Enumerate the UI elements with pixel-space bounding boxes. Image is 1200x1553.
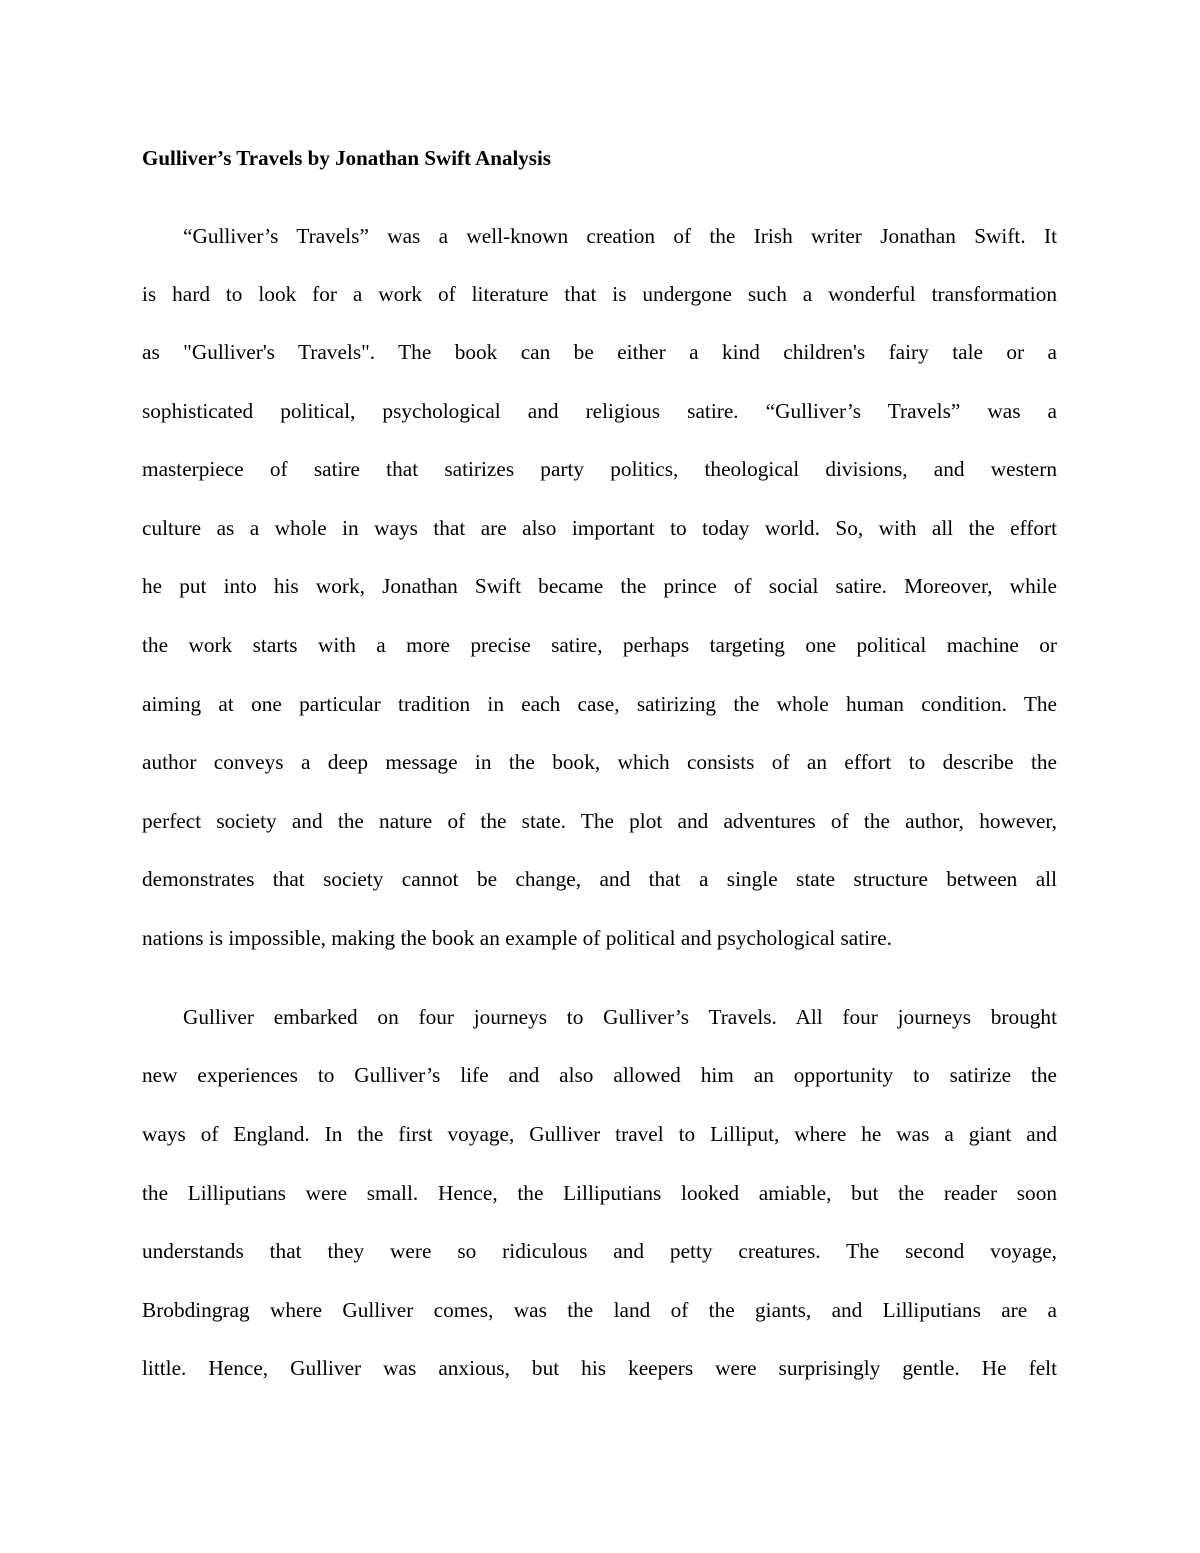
document-title: Gulliver’s Travels by Jonathan Swift Analysis [142, 146, 551, 170]
paragraph-2-line-6: Brobdingrag where Gulliver comes, was the land of the giants, and Lilliputians are a [142, 1298, 1057, 1322]
paragraph-1-line-7: he put into his work, Jonathan Swift became the prince of social satire. Moreover, while [142, 574, 1057, 598]
paragraph-2-line-1: Gulliver embarked on four journeys to Gulliver’s Travels. All four journeys brought [183, 1005, 1057, 1029]
paragraph-1-line-8: the work starts with a more precise satire, perhaps targeting one political machine or [142, 633, 1057, 657]
paragraph-2-line-5: understands that they were so ridiculous and petty creatures. The second voyage, [142, 1239, 1057, 1263]
paragraph-1-line-1: “Gulliver’s Travels” was a well-known creation of the Irish writer Jonathan Swift. It [183, 224, 1057, 248]
paragraph-2-line-2: new experiences to Gulliver’s life and also allowed him an opportunity to satirize the [142, 1063, 1057, 1087]
paragraph-2-line-7: little. Hence, Gulliver was anxious, but his keepers were surprisingly gentle. He felt [142, 1356, 1057, 1380]
paragraph-1-line-13: nations is impossible, making the book an example of political and psychological satire. [142, 926, 892, 950]
paragraph-2-line-4: the Lilliputians were small. Hence, the Lilliputians looked amiable, but the reader soon [142, 1181, 1057, 1205]
paragraph-1-line-5: masterpiece of satire that satirizes party politics, theological divisions, and western [142, 457, 1057, 481]
paragraph-1-line-3: as "Gulliver's Travels". The book can be either a kind children's fairy tale or a [142, 340, 1057, 364]
paragraph-1-line-9: aiming at one particular tradition in each case, satirizing the whole human condition. The [142, 692, 1057, 716]
paragraph-1-line-12: demonstrates that society cannot be change, and that a single state structure between all [142, 867, 1057, 891]
paragraph-1-line-6: culture as a whole in ways that are also important to today world. So, with all the effort [142, 516, 1057, 540]
paragraph-2-line-3: ways of England. In the first voyage, Gulliver travel to Lilliput, where he was a giant and [142, 1122, 1057, 1146]
paragraph-1-line-4: sophisticated political, psychological and religious satire. “Gulliver’s Travels” was a [142, 399, 1057, 423]
paragraph-1-line-10: author conveys a deep message in the book, which consists of an effort to describe the [142, 750, 1057, 774]
paragraph-1-line-2: is hard to look for a work of literature that is undergone such a wonderful transformation [142, 282, 1057, 306]
paragraph-1-line-11: perfect society and the nature of the state. The plot and adventures of the author, however, [142, 809, 1057, 833]
